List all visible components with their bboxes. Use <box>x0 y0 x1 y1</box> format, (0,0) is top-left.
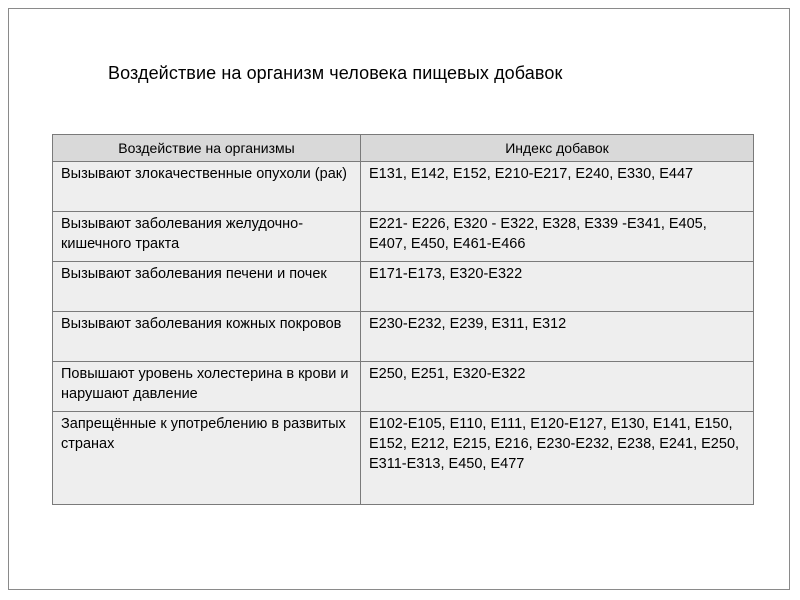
header-effect: Воздействие на организмы <box>53 135 361 162</box>
effect-cell: Повышают уровень холестерина в крови и нарушают давление <box>53 362 361 412</box>
table-header-row <box>53 135 754 162</box>
effect-cell: Вызывают заболевания желудочно-кишечного тракта <box>53 212 361 262</box>
index-cell: Е221- Е226, Е320 - Е322, Е328, Е339 -Е341, Е405, Е407, Е450, Е461-Е466 <box>361 212 754 262</box>
effect-cell: Запрещённые к употреблению в развитых странах <box>53 412 361 505</box>
index-cell: Е171-Е173, Е320-Е322 <box>361 262 754 312</box>
table-row <box>53 262 754 312</box>
table-row <box>53 162 754 212</box>
slide-title: Воздействие на организм человека пищевых добавок <box>108 63 563 83</box>
table-row <box>53 362 754 412</box>
effect-cell: Вызывают заболевания печени и почек <box>53 262 361 312</box>
effect-cell: Вызывают злокачественные опухоли (рак) <box>53 162 361 212</box>
header-index: Индекс добавок <box>361 135 754 162</box>
effect-cell: Вызывают заболевания кожных покровов <box>53 312 361 362</box>
index-cell: Е131, Е142, Е152, Е210-Е217, Е240, Е330, Е447 <box>361 162 754 212</box>
table-row <box>53 412 754 505</box>
table-row <box>53 212 754 262</box>
additives-table <box>52 134 754 505</box>
index-cell: Е250, Е251, Е320-Е322 <box>361 362 754 412</box>
index-cell: Е102-Е105, Е110, Е111, Е120-Е127, Е130, Е141, Е150, Е152, Е212, Е215, Е216, Е230-Е232, Е238, Е241, Е250, Е311-Е313, Е450, Е477 <box>361 412 754 505</box>
table-row <box>53 312 754 362</box>
index-cell: Е230-Е232, Е239, Е311, Е312 <box>361 312 754 362</box>
